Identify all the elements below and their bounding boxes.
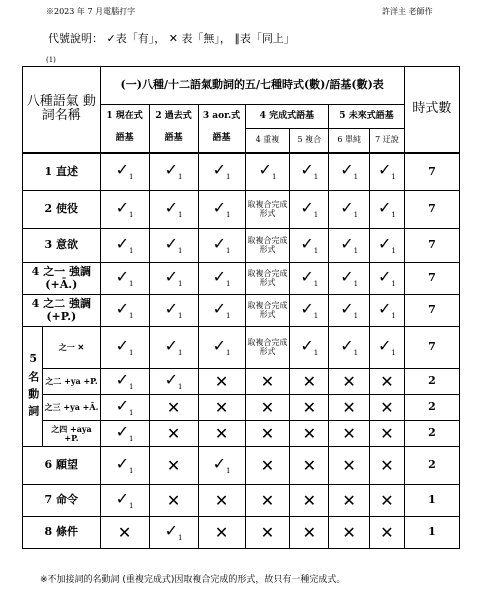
cross-mark: ✕ <box>245 485 290 517</box>
table-row <box>23 421 460 447</box>
check-mark: $✓_1$ <box>198 191 245 229</box>
check-mark: $✓_1$ <box>370 327 405 369</box>
cross-mark: ✕ <box>290 369 329 395</box>
row-name: 8 條件 <box>23 517 101 549</box>
cross-mark: ✕ <box>245 421 290 447</box>
cross-mark: ✕ <box>290 421 329 447</box>
cross-mark: ✕ <box>198 421 245 447</box>
cross-mark: ✕ <box>329 517 370 549</box>
check-mark: $✓_1$ <box>100 421 149 447</box>
check-mark: $✓_1$ <box>370 295 405 327</box>
check-mark: $✓_1$ <box>245 153 290 191</box>
check-mark: $✓_1$ <box>370 229 405 263</box>
check-mark: $✓_1$ <box>198 229 245 263</box>
cross-mark: ✕ <box>370 395 405 421</box>
count-cell: 2 <box>404 395 459 421</box>
check-mark: $✓_1$ <box>329 191 370 229</box>
cross-mark: ✕ <box>198 517 245 549</box>
table-row <box>23 485 460 517</box>
cross-mark: ✕ <box>370 485 405 517</box>
note-cell: 取複合完成形式 <box>245 263 290 295</box>
check-mark: $✓_1$ <box>149 517 198 549</box>
check-mark: $✓_1$ <box>198 263 245 295</box>
check-mark: $✓_1$ <box>370 191 405 229</box>
footnote: ※不加接詞的名動詞 (重複完成式)因取複合完成的形式，故只有一種完成式。 <box>40 575 346 585</box>
count-cell: 7 <box>404 191 459 229</box>
count-cell: 7 <box>404 229 459 263</box>
cross-mark: ✕ <box>370 421 405 447</box>
check-mark: $✓_1$ <box>100 153 149 191</box>
table-row <box>23 327 460 369</box>
check-mark: $✓_1$ <box>290 327 329 369</box>
check-mark: $✓_1$ <box>100 447 149 485</box>
check-mark: $✓_1$ <box>149 295 198 327</box>
cross-mark: ✕ <box>370 369 405 395</box>
check-mark: $✓_1$ <box>329 295 370 327</box>
check-mark: $✓_1$ <box>100 327 149 369</box>
check-mark: $✓_1$ <box>149 229 198 263</box>
group5-label: 5名動詞 <box>23 327 43 447</box>
tense-table <box>22 66 460 549</box>
table-title: (一)八種/十二語氣動詞的五/七種時式(數)/語基(數)表 <box>100 67 404 105</box>
check-mark: $✓_1$ <box>290 153 329 191</box>
note-cell: 取複合完成形式 <box>245 229 290 263</box>
check-mark: $✓_1$ <box>370 153 405 191</box>
table-row <box>23 191 460 229</box>
row-name: 之四 +aya +P. <box>43 421 100 447</box>
count-cell: 7 <box>404 295 459 327</box>
sub-col-6: 6 單純 <box>329 129 370 153</box>
cross-mark: ✕ <box>329 395 370 421</box>
section-number: (1) <box>46 56 56 64</box>
sub-col-4a: 4 重複 <box>245 129 290 153</box>
check-mark: $✓_1$ <box>329 327 370 369</box>
row-name: 4 之二 強調 (+P.) <box>23 295 101 327</box>
cross-mark: ✕ <box>290 517 329 549</box>
table-row <box>23 447 460 485</box>
check-mark: $✓_1$ <box>149 263 198 295</box>
count-cell: 1 <box>404 485 459 517</box>
table-row <box>23 295 460 327</box>
row-name: 4 之一 強調 (+Ā.) <box>23 263 101 295</box>
row-name: 3 意欲 <box>23 229 101 263</box>
col-group-2: 2 過去式 語基 <box>149 105 198 153</box>
count-cell: 2 <box>404 447 459 485</box>
sub-col-label: 語基 <box>115 133 134 144</box>
row-name: 之二 +ya +P. <box>43 369 100 395</box>
count-cell: 2 <box>404 369 459 395</box>
count-cell: 7 <box>404 263 459 295</box>
note-cell: 取複合完成形式 <box>245 191 290 229</box>
cross-mark: ✕ <box>198 369 245 395</box>
table-row <box>23 395 460 421</box>
check-mark: $✓_1$ <box>290 229 329 263</box>
row-header: 八種語氣 動詞名稱 <box>23 67 101 153</box>
check-mark: $✓_1$ <box>198 447 245 485</box>
col-group-4: 4 完成式語基 <box>245 105 329 129</box>
cross-mark: ✕ <box>329 447 370 485</box>
note-cell: 取複合完成形式 <box>245 295 290 327</box>
count-cell: 2 <box>404 421 459 447</box>
table-row <box>23 263 460 295</box>
check-mark: $✓_1$ <box>290 295 329 327</box>
check-mark: $✓_1$ <box>149 153 198 191</box>
check-mark: $✓_1$ <box>198 327 245 369</box>
sub-col-7: 7 迂說 <box>370 129 405 153</box>
cross-mark: ✕ <box>198 485 245 517</box>
sub-col-label: 語基 <box>164 133 183 144</box>
cross-mark: ✕ <box>370 517 405 549</box>
check-mark: $✓_1$ <box>198 295 245 327</box>
table-row <box>23 153 460 191</box>
cross-mark: ✕ <box>245 447 290 485</box>
check-mark: $✓_1$ <box>100 295 149 327</box>
count-cell: 7 <box>404 327 459 369</box>
row-name: 之一 ✕ <box>43 327 100 369</box>
table-row <box>23 229 460 263</box>
check-mark: $✓_1$ <box>100 263 149 295</box>
count-header: 時式數 <box>404 67 459 153</box>
header-right: 許洋主 老師作 <box>382 7 433 16</box>
check-mark: $✓_1$ <box>370 263 405 295</box>
cross-mark: ✕ <box>329 421 370 447</box>
count-cell: 7 <box>404 153 459 191</box>
legend: 代號說明： ✓表「有」， ✕ 表「無」， ∥表「同上」 <box>48 32 295 45</box>
cross-mark: ✕ <box>290 395 329 421</box>
cross-mark: ✕ <box>149 485 198 517</box>
check-mark: $✓_1$ <box>100 485 149 517</box>
check-mark: $✓_1$ <box>100 191 149 229</box>
check-mark: $✓_1$ <box>149 191 198 229</box>
check-mark: $✓_1$ <box>149 369 198 395</box>
cross-mark: ✕ <box>329 369 370 395</box>
check-mark: $✓_1$ <box>100 369 149 395</box>
col-group-1: 1 現在式 語基 <box>100 105 149 153</box>
cross-mark: ✕ <box>290 447 329 485</box>
cross-mark: ✕ <box>245 395 290 421</box>
cross-mark: ✕ <box>149 447 198 485</box>
table-row <box>23 369 460 395</box>
row-name: 1 直述 <box>23 153 101 191</box>
check-mark: $✓_1$ <box>329 263 370 295</box>
row-name: 6 願望 <box>23 447 101 485</box>
check-mark: $✓_1$ <box>198 153 245 191</box>
row-name: 2 使役 <box>23 191 101 229</box>
sub-col-label: 語基 <box>212 133 231 144</box>
cross-mark: ✕ <box>149 421 198 447</box>
cross-mark: ✕ <box>198 395 245 421</box>
header-left: ※2023 年 7 月電腦打字 <box>46 7 136 16</box>
count-cell: 1 <box>404 517 459 549</box>
check-mark: $✓_1$ <box>290 191 329 229</box>
cross-mark: ✕ <box>149 395 198 421</box>
row-name: 之三 +ya +Ā. <box>43 395 100 421</box>
note-cell: 取複合完成形式 <box>245 327 290 369</box>
sub-col-5: 5 複合 <box>290 129 329 153</box>
check-mark: $✓_1$ <box>329 229 370 263</box>
cross-mark: ✕ <box>290 485 329 517</box>
row-name: 7 命令 <box>23 485 101 517</box>
cross-mark: ✕ <box>245 369 290 395</box>
check-mark: $✓_1$ <box>329 153 370 191</box>
cross-mark: ✕ <box>370 447 405 485</box>
cross-mark: ✕ <box>329 485 370 517</box>
check-mark: $✓_1$ <box>100 229 149 263</box>
cross-mark: ✕ <box>245 517 290 549</box>
cross-mark: ✕ <box>100 517 149 549</box>
col-group-3: 3 aor.式 語基 <box>198 105 245 153</box>
check-mark: $✓_1$ <box>290 263 329 295</box>
check-mark: $✓_1$ <box>100 395 149 421</box>
col-group-5: 5 未來式語基 <box>329 105 405 129</box>
table-row <box>23 517 460 549</box>
check-mark: $✓_1$ <box>149 327 198 369</box>
